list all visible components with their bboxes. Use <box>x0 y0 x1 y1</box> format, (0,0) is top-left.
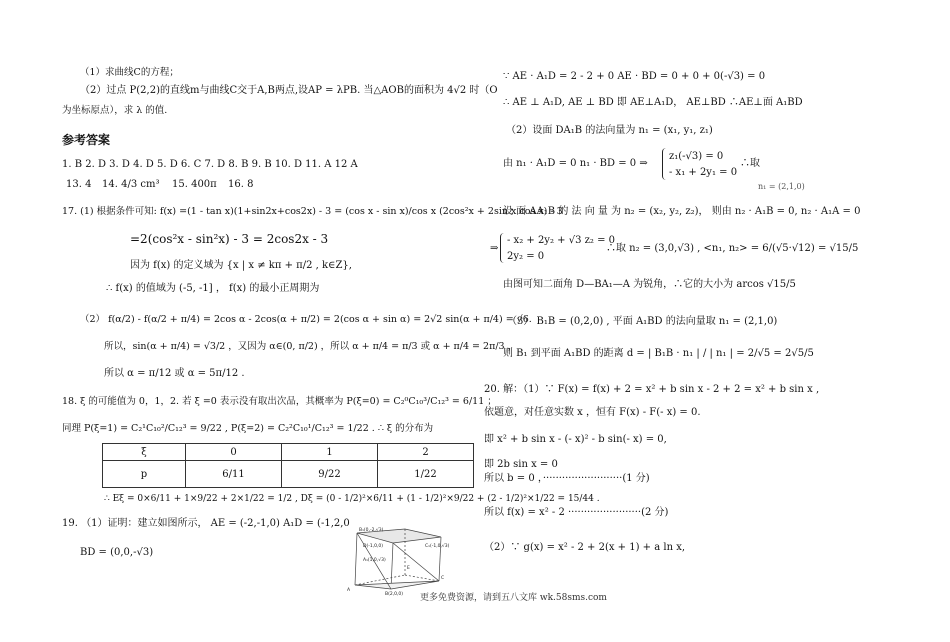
table-cell: 9/22 <box>282 461 378 488</box>
figure-label: D(-1,0,0) <box>363 544 384 549</box>
solution-19-right-line3: （2）设面 DA₁B 的法向量为 n₁ = (x₁, y₁, z₁) <box>506 125 713 136</box>
solution-19-line2: BD = (0,0,-√3) <box>80 547 154 558</box>
system-eq-1: z₁(-√3) = 0 <box>669 151 724 162</box>
footer-watermark: 更多免费资源，请到五八文库 wk.58sms.com <box>420 593 607 603</box>
table-cell: 0 <box>186 444 282 461</box>
solution-19-right-line1: ∵ AE · A₁D = 2 - 2 + 0 AE · BD = 0 + 0 + 0(-√3) = 0 <box>503 71 766 82</box>
solution-17-line7: 所以 α = π/12 或 α = 5π/12 . <box>104 368 245 379</box>
mc-answer-16: 16. 8 <box>228 179 254 190</box>
mc-answer-14: 14. 4/3 cm³ <box>102 179 160 190</box>
figure-label: A₁(1,0,√3) <box>363 558 386 563</box>
system-brace-2 <box>500 233 505 263</box>
prism-diagram <box>345 525 455 597</box>
solution-20-line5: 所以 b = 0 ，·························(1 分) <box>484 473 650 484</box>
solution-17-line4: ∴ f(x) 的值域为 (-5, -1] ， f(x) 的最小正周期为 <box>106 283 320 294</box>
system2-eq-2: 2y₂ = 0 <box>507 251 545 262</box>
mc-answer-15: 15. 400π <box>172 179 217 190</box>
system2-eq-1: - x₂ + 2y₂ + √3 z₂ = 0 <box>507 235 615 246</box>
solution-18-line3: ∴ Eξ = 0×6/11 + 1×9/22 + 2×1/22 = 1/2 , Dξ = (0 - 1/2)²×6/11 + (1 - 1/2)²×9/22 + (2 - 1/2)²×1/22 = 15/44 . <box>104 494 600 504</box>
solution-20-line1: 20. 解：（1）∵ F(x) = f(x) + 2 = x² + b sin x - 2 + 2 = x² + b sin x , <box>484 384 820 395</box>
solution-17-line5: （2） f(α/2) - f(α/2 + π/4) = 2cos α - 2cos(α + π/2) = 2(cos α + sin α) = 2√2 sin(α + π/4) = √6. <box>80 314 532 325</box>
solution-19-right-line2: ∴ AE ⊥ A₁D, AE ⊥ BD 即 AE⊥A₁D， AE⊥BD ∴AE⊥面 A₁BD <box>503 97 803 108</box>
table-row <box>103 461 474 488</box>
solution-17-line2: =2(cos²x - sin²x) - 3 = 2cos2x - 3 <box>130 232 329 246</box>
figure-label: A <box>347 588 351 593</box>
implies-symbol: ⇒ <box>490 243 499 254</box>
table-cell: 2 <box>378 444 474 461</box>
dihedral-angle-line: 由图可知二面角 D—BA₁—A 为锐角，∴它的大小为 arcos √15/5 <box>503 279 796 290</box>
question-part-2: （2）过点 P(2,2)的直线m与曲线C交于A,B两点,设AP = λPB. 当△AOB的面积为 4√2 时（O <box>80 85 498 96</box>
table-cell: 1/22 <box>378 461 474 488</box>
table-cell: 6/11 <box>186 461 282 488</box>
figure-label: C₁(-1,0,√3) <box>425 544 450 549</box>
solution-19-right-line4: 由 n₁ · A₁D = 0 n₁ · BD = 0 ⇒ <box>503 158 648 169</box>
angle-result: ∴取 n₂ = (3,0,√3) , <n₁, n₂> = 6/(√5·√12) = √15/5 <box>606 243 859 254</box>
system-brace <box>662 148 667 180</box>
figure-label: E <box>407 566 410 571</box>
solution-17-line6: 所以，sin(α + π/4) = √3/2 ，又因为 α∈(0, π/2) ，所以 α + π/4 = π/3 或 α + π/4 = 2π/3 ， <box>104 341 518 352</box>
solution-19-line1: 19. （1）证明：建立如图所示， AE = (-2,-1,0) A₁D = (-1,2,0 <box>62 518 350 529</box>
table-cell: 1 <box>282 444 378 461</box>
solution-20-line2: 依题意，对任意实数 x ，恒有 F(x) - F(- x) = 0. <box>484 407 701 418</box>
solution-19-part3-line1: （3） B₁B = (0,2,0) , 平面 A₁BD 的法向量取 n₁ = (2,1,0) <box>507 316 778 327</box>
table-cell: ξ <box>103 444 186 461</box>
figure-label: B(2,0,0) <box>385 592 404 597</box>
figure-label: B₁(0,-2,√3) <box>359 528 384 533</box>
solution-17-line1: 17. (1) 根据条件可知: f(x) =(1 - tan x)(1+sin2x+cos2x) - 3 = (cos x - sin x)/cos x (2cos²x + 2sin x cos x) - 3 <box>62 206 563 217</box>
solution-20-line3: 即 x² + b sin x - (- x)² - b sin(- x) = 0, <box>484 434 667 445</box>
take-label: ∴取 <box>740 158 760 169</box>
table-row <box>103 444 474 461</box>
solution-20-line7: （2）∵ g(x) = x² - 2 + 2(x + 1) + a ln x, <box>484 542 686 553</box>
question-part-2-cont: 为坐标原点），求 λ 的值. <box>62 105 168 116</box>
distribution-table <box>102 443 474 488</box>
solution-20-line4: 即 2b sin x = 0 <box>484 459 558 470</box>
solution-17-line3: 因为 f(x) 的定义域为 {x | x ≠ kπ + π/2 , k∈Z}, <box>130 260 352 271</box>
solution-19-right-line5: 设 面 AA₁B 的 法 向 量 为 n₂ = (x₂, y₂, z₂)， 则由 n₂ · A₁B = 0, n₂ · A₁A = 0 <box>503 206 861 217</box>
distance-line: 则 B₁ 到平面 A₁BD 的距离 d = | B₁B · n₁ | / | n₁ | = 2/√5 = 2√5/5 <box>503 348 814 359</box>
normal-vector-n1: n₁ = (2,1,0) <box>758 182 805 191</box>
answers-title: 参考答案 <box>62 133 111 147</box>
figure-label: C <box>441 576 445 581</box>
system-eq-2: - x₁ + 2y₁ = 0 <box>669 167 738 178</box>
solution-18-line2: 同理 P(ξ=1) = C₂¹C₁₀²/C₁₂³ = 9/22 , P(ξ=2) = C₂²C₁₀¹/C₁₂³ = 1/22 . ∴ ξ 的分布为 <box>62 423 434 434</box>
solution-20-line6: 所以 f(x) = x² - 2 ·······················(2 分) <box>484 507 669 518</box>
solution-18-line1: 18. ξ 的可能值为 0，1，2. 若 ξ =0 表示没有取出次品，其概率为 P(ξ=0) = C₂⁰C₁₀³/C₁₂³ = 6/11 ； <box>62 396 497 407</box>
mc-answers-line1: 1. B 2. D 3. D 4. D 5. D 6. C 7. D 8. B 9. B 10. D 11. A 12 A <box>62 159 358 170</box>
table-cell: p <box>103 461 186 488</box>
mc-answer-13: 13. 4 <box>66 179 92 190</box>
question-part-1: （1）求曲线C的方程； <box>80 67 179 78</box>
